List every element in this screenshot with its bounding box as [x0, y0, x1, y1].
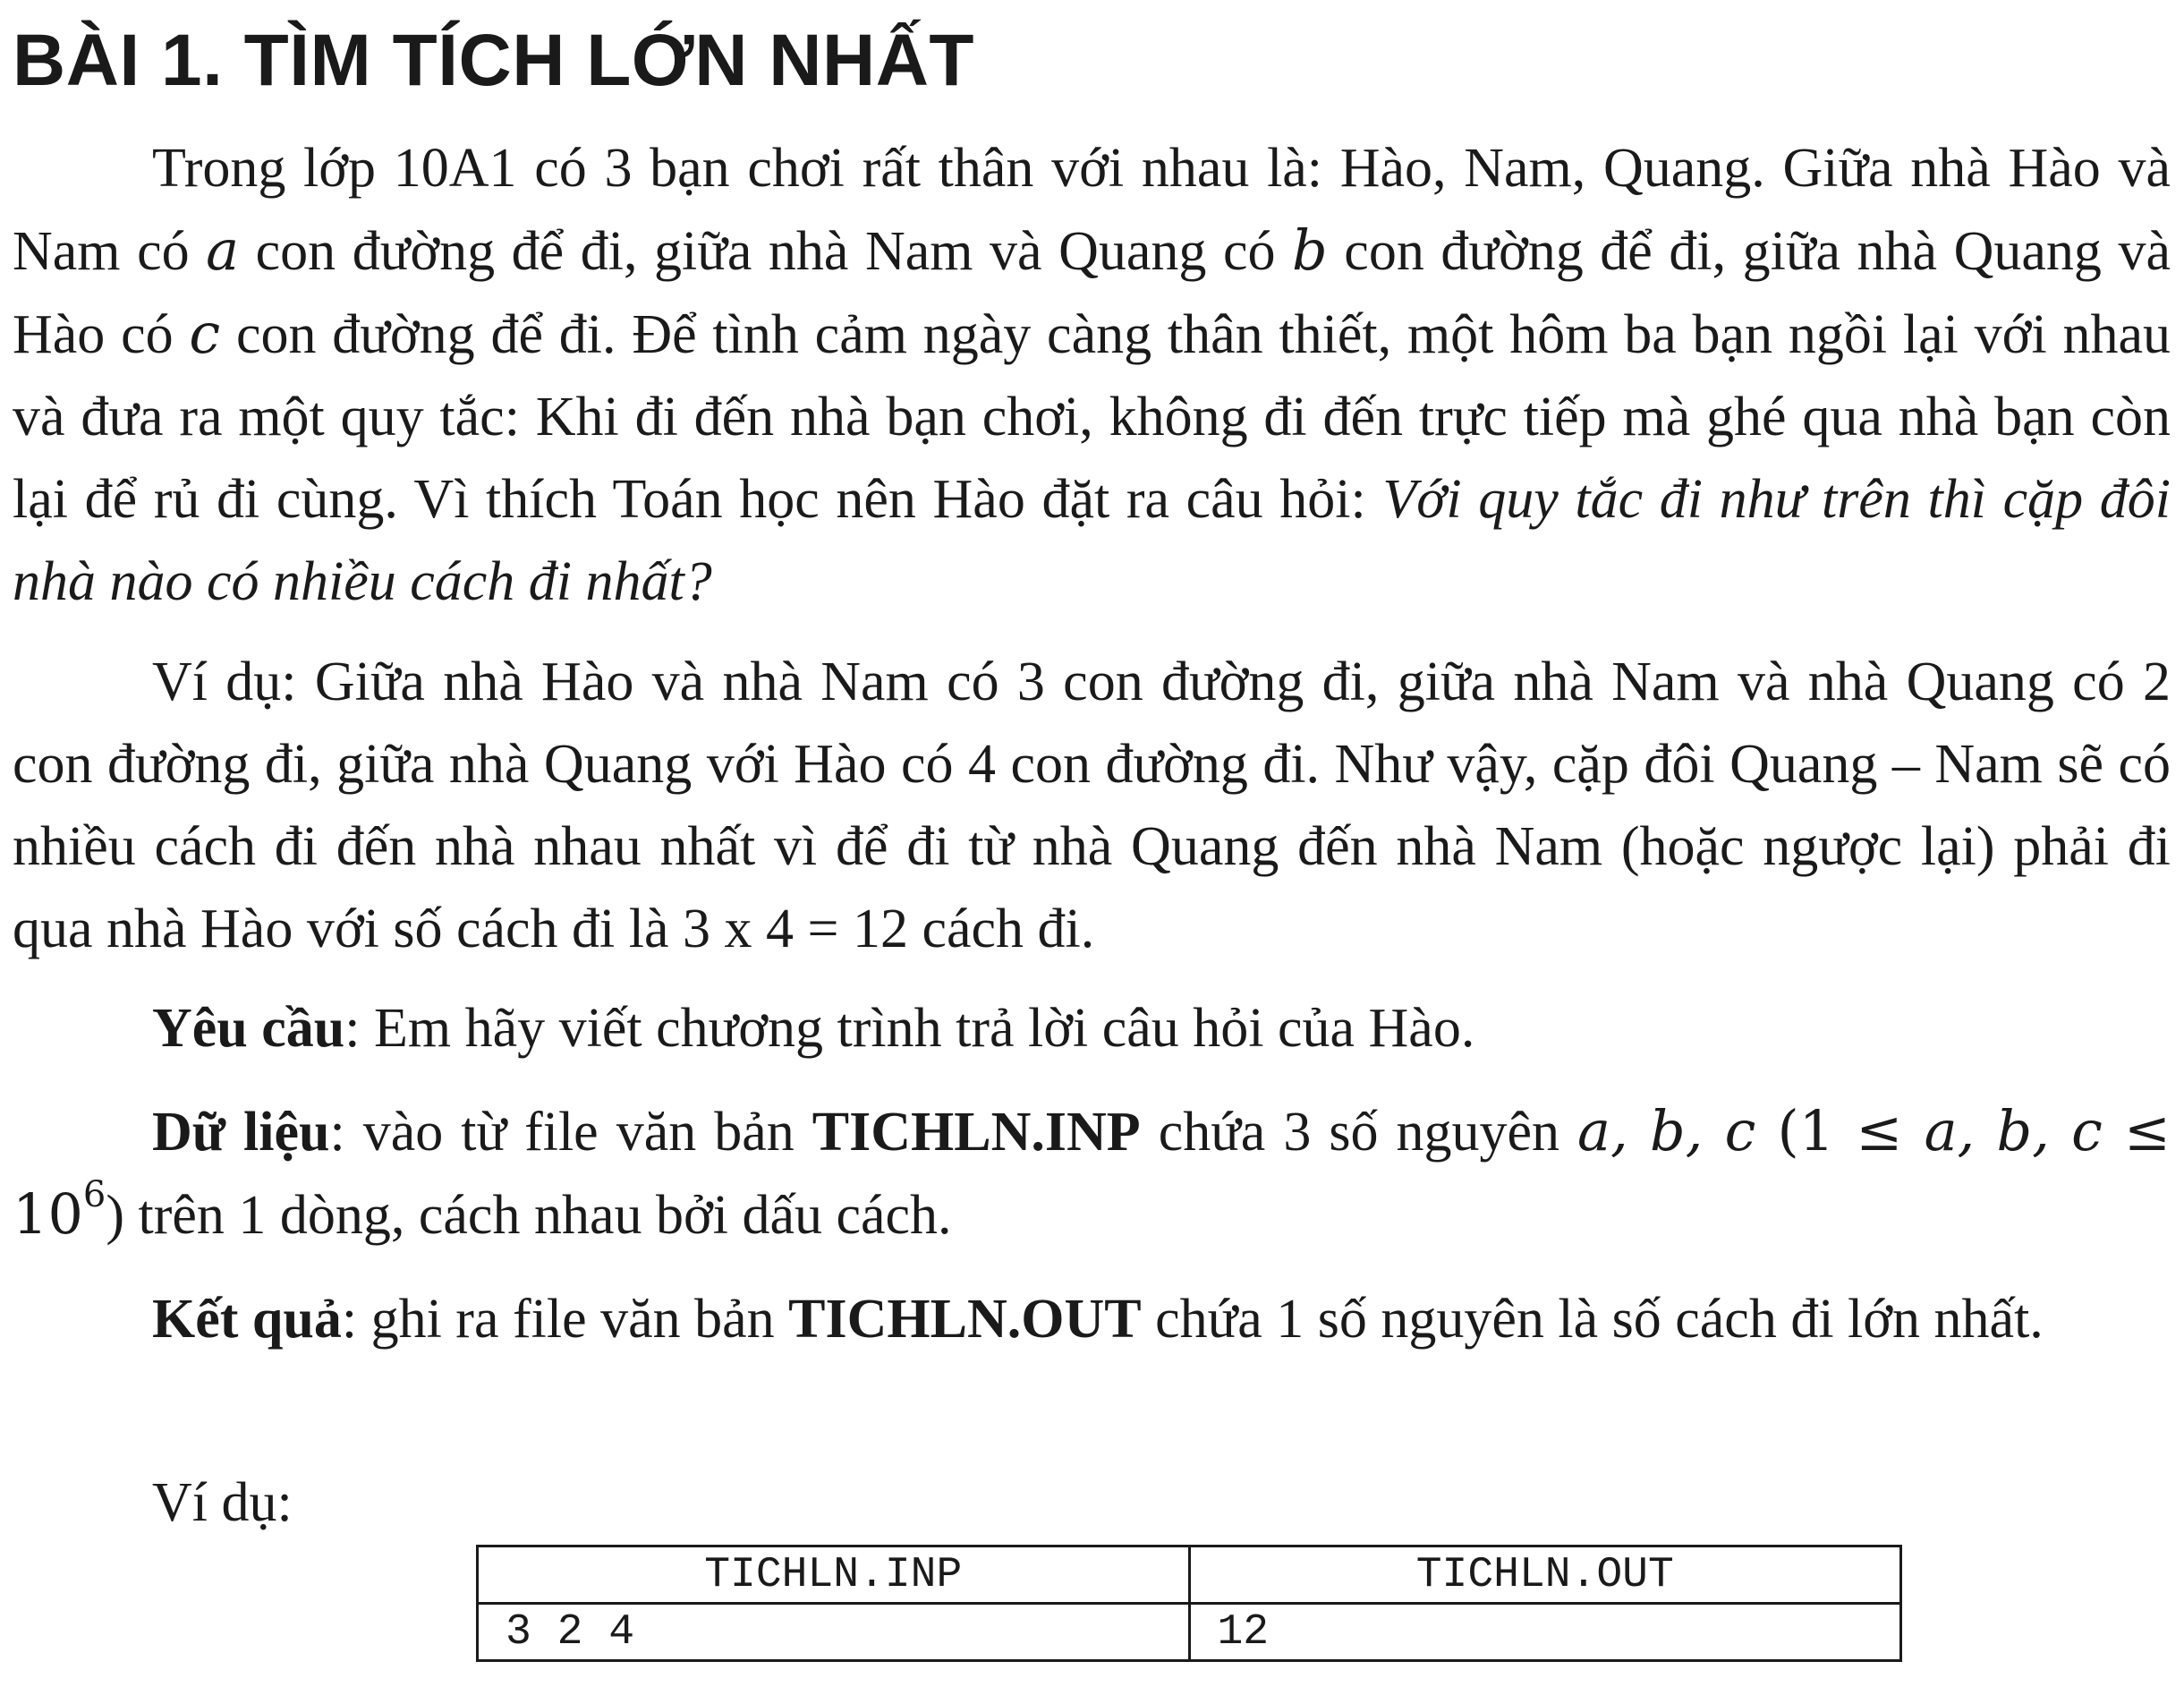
output-text-1: : ghi ra file văn bản — [341, 1289, 789, 1350]
output-label: Kết quả — [152, 1289, 342, 1350]
requirement-section — [13, 987, 2171, 1069]
statement-text-3: con đường để đi, giữa nhà Quang và Hào có — [13, 221, 2171, 365]
output-text-2: chứa 1 số nguyên là số cách đi lớn nhất. — [1141, 1289, 2044, 1350]
output-filename: TICHLN.OUT — [788, 1289, 1142, 1350]
input-text-1: : vào từ file văn bản — [329, 1102, 812, 1163]
example-label: Ví dụ: — [152, 1472, 293, 1533]
variable-a: a — [206, 217, 240, 283]
input-text-3: ) trên 1 dòng, cách nhau bởi dấu cách. — [106, 1185, 952, 1246]
variable-b: b — [1292, 217, 1328, 283]
statement-text-4: con đường để đi. Để tình cảm ngày càng thân thiết, một hôm ba bạn ngồi lại với nhau và đưa ra một quy tắc: Khi đi đến nhà bạn chơi, không đi đến trực tiếp mà ghé qua nhà bạn còn lại để rủ đi cùng. Vì thích Toán học nên Hào đặt ra câu hỏi: — [13, 304, 2171, 530]
constraint-open: (1 ≤ — [1755, 1098, 1925, 1163]
output-section — [152, 1278, 2171, 1360]
input-label: Dữ liệu — [152, 1102, 330, 1163]
table-header-row — [478, 1546, 1901, 1604]
header-output-file: TICHLN.OUT — [1189, 1546, 1901, 1604]
constraint-upper-bound: ≤ 10 — [13, 1098, 2171, 1247]
example-paragraph: Ví dụ: Giữa nhà Hào và nhà Nam có 3 con đường đi, giữa nhà Nam và nhà Quang có 2 con đường đi, giữa nhà Quang với Hào có 4 con đường đi. Như vậy, cặp đôi Quang – Nam sẽ có nhiều cách đi đến nhà nhau nhất vì để đi từ nhà Quang đến nhà Nam (hoặc ngược lại) phải đi qua nhà Hào với số cách đi là 3 x 4 = 12 cách đi. — [13, 652, 2171, 959]
sample-input-cell: 3 2 4 — [478, 1604, 1190, 1661]
input-section — [13, 1090, 2171, 1257]
problem-question: Với quy tắc đi như trên thì cặp đôi nhà nào có nhiều cách đi nhất? — [13, 469, 2171, 612]
problem-title: BÀI 1. TÌM TÍCH LỚN NHẤT — [13, 20, 974, 101]
input-variables: a, b, c — [1577, 1098, 1756, 1163]
sample-output-cell: 12 — [1189, 1604, 1901, 1661]
requirement-label: Yêu cầu — [152, 998, 345, 1059]
input-text-2: chứa 3 số nguyên — [1140, 1102, 1578, 1163]
table-row — [478, 1604, 1901, 1661]
statement-text-1: Trong lớp 10A1 có 3 bạn chơi rất thân với nhau là: Hào, Nam, Quang. Giữa nhà Hào và Nam có — [13, 138, 2171, 282]
constraint-variables: a, b, c — [1924, 1098, 2103, 1163]
header-input-file: TICHLN.INP — [478, 1546, 1190, 1604]
variable-c: c — [189, 301, 221, 366]
constraint-exponent: 6 — [82, 1174, 106, 1215]
requirement-text: : Em hãy viết chương trình trả lời câu hỏi của Hào. — [344, 998, 1475, 1059]
sample-io-table — [476, 1545, 1902, 1662]
statement-text-2: con đường để đi, giữa nhà Nam và Quang có — [239, 221, 1293, 282]
problem-statement — [13, 127, 2171, 623]
input-filename: TICHLN.INP — [812, 1102, 1141, 1163]
